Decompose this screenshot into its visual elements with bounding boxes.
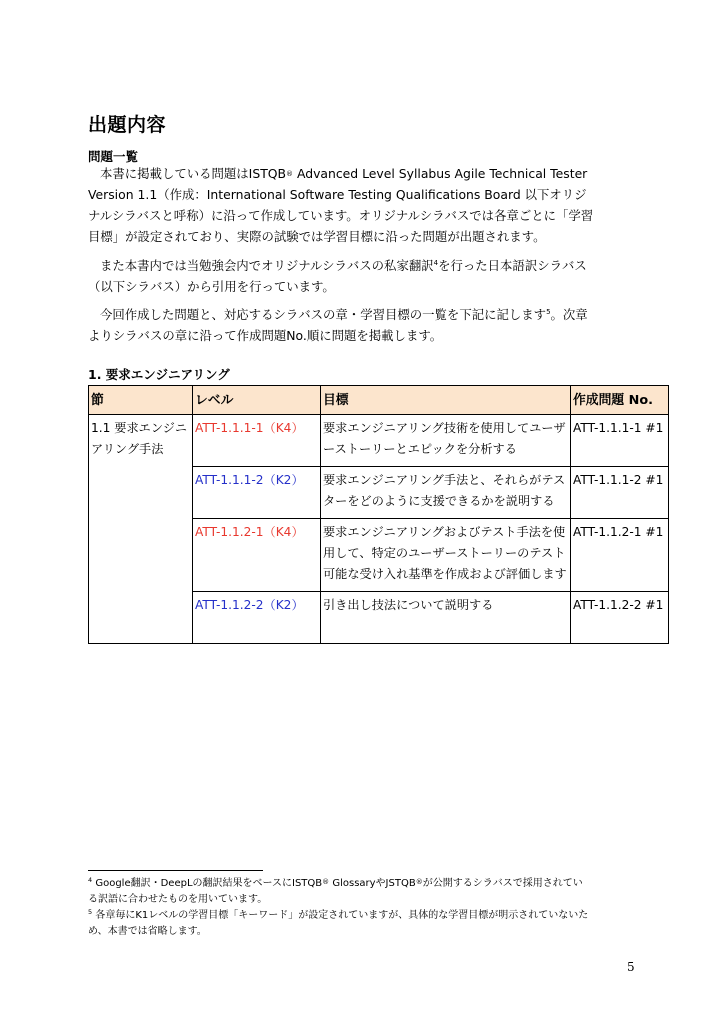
goal-cell (321, 467, 571, 519)
footnote-text: GlossaryやJSTQB (329, 878, 416, 889)
para2-line-2: （以下シラバス）から引用を行っています。 (88, 279, 335, 294)
page-number: 5 (627, 960, 635, 974)
intro-line-4: 目標」が設定されており、実際の試験では学習目標に沿った問題が出題されます。 (88, 229, 546, 244)
intro-line-3: ナルシラバスと呼称）に沿って作成しています。オリジナルシラバスでは各章ごとに「学習 (88, 208, 594, 223)
goal-line: 要求エンジニアリング技術を使用してユーザ (323, 421, 566, 435)
subheading-question-list: 問題一覧 (88, 149, 139, 164)
syllabus-table (88, 385, 669, 644)
goal-line: 引き出し技法について説明する (323, 598, 494, 612)
table-header-row (89, 386, 669, 415)
goal-line: 要求エンジニアリング手法と、それらがテス (323, 473, 566, 487)
header-section: 節 (89, 386, 193, 415)
registered-mark: ® (322, 878, 330, 886)
footnote-number: 5 (88, 908, 93, 916)
question-no-cell: ATT-1.1.1-2 #1 (571, 467, 669, 519)
footnote-4 (88, 876, 648, 892)
para3-line-1b: 。次章 (550, 307, 588, 322)
goal-line: 用して、特定のユーザーストーリーのテスト (323, 546, 566, 560)
section-cell-line-2: アリング手法 (91, 442, 164, 456)
footnote-text: Google翻訳・DeepLの翻訳結果をベースにISTQB (95, 878, 323, 889)
intro-paragraph (88, 163, 648, 247)
section-cell (89, 415, 193, 644)
page-title: 出題内容 (88, 114, 167, 136)
footnote-separator (88, 870, 263, 871)
goal-line: 可能な受け入れ基準を作成および評価します (323, 567, 567, 581)
footnote-4-line-2: る訳語に合わせたものを用いています。 (88, 894, 268, 905)
footnote-text: が公開するシラバスで採用されてい (422, 878, 583, 889)
level-cell: ATT-1.1.1-2（K2） (193, 467, 321, 519)
goal-line: 要求エンジニアリングおよびテスト手法を使 (323, 525, 566, 539)
footnote-5 (88, 908, 648, 924)
question-no-cell: ATT-1.1.2-1 #1 (571, 519, 669, 592)
table-row (89, 415, 669, 467)
question-no-cell: ATT-1.1.1-1 #1 (571, 415, 669, 467)
footnote-ref-5[interactable]: 5 (546, 308, 551, 316)
para2-line-1a: また本書内では当勉強会内でオリジナルシラバスの私家翻訳 (100, 258, 434, 273)
section-title: 1. 要求エンジニアリング (88, 367, 230, 382)
footnotes (88, 876, 648, 940)
header-level: レベル (193, 386, 321, 415)
para3-line-2: よりシラバスの章に沿って作成問題No.順に問題を掲載します。 (88, 328, 443, 343)
goal-cell (321, 592, 571, 644)
intro-line-1b: Advanced Level Syllabus Agile Technical Tester (293, 166, 588, 181)
goal-line: ーストーリーとエピックを分析する (323, 442, 517, 456)
goal-cell (321, 519, 571, 592)
footnote-5-line-2: め、本書では省略します。 (88, 926, 207, 937)
list-intro-paragraph (88, 304, 648, 346)
header-goal: 目標 (321, 386, 571, 415)
intro-line-1: 本書に掲載している問題はISTQB (100, 166, 287, 181)
question-no-cell: ATT-1.1.2-2 #1 (571, 592, 669, 644)
para3-line-1a: 今回作成した問題と、対応するシラバスの章・学習目標の一覧を下記に記します (100, 307, 547, 322)
section-cell-line-1: 1.1 要求エンジニ (91, 421, 188, 435)
translation-paragraph (88, 255, 648, 297)
registered-mark: ® (286, 170, 294, 178)
level-cell: ATT-1.1.1-1（K4） (193, 415, 321, 467)
footnote-text: 各章毎にK1レベルの学習目標「キーワード」が設定されていますが、具体的な学習目標が明示されていないた (95, 910, 589, 921)
para2-line-1b: を行った日本語訳シラバス (438, 258, 587, 273)
goal-line: ターをどのように支援できるかを説明する (323, 494, 555, 508)
level-cell: ATT-1.1.2-2（K2） (193, 592, 321, 644)
goal-cell (321, 415, 571, 467)
registered-mark: ® (415, 878, 423, 886)
header-question-no: 作成問題 No. (571, 386, 669, 415)
intro-line-2: Version 1.1（作成：International Software Testing Qualifications Board 以下オリジ (88, 187, 587, 202)
level-cell: ATT-1.1.2-1（K4） (193, 519, 321, 592)
footnote-number: 4 (88, 876, 93, 884)
footnote-ref-4[interactable]: 4 (433, 259, 439, 267)
